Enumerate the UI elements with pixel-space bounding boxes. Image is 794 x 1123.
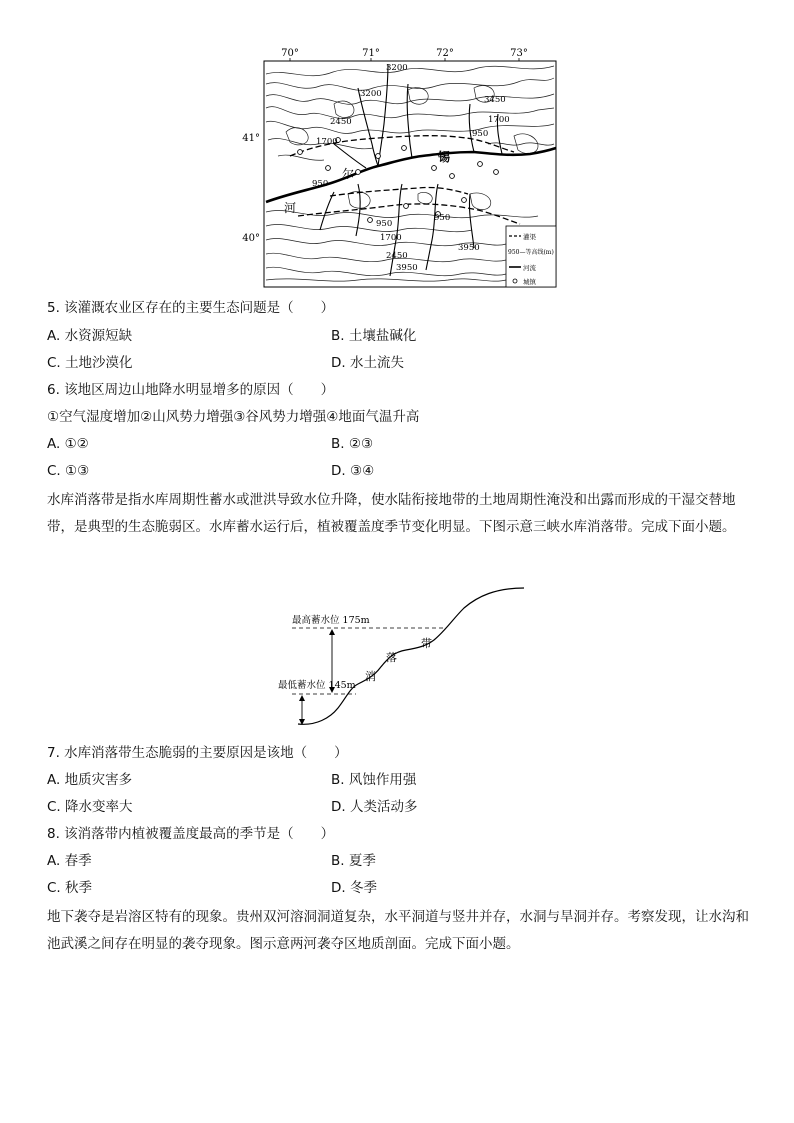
q8-stem: 8. 该消落带内植被覆盖度最高的季节是（ ）	[47, 826, 335, 842]
contour-label: 3950	[458, 243, 480, 253]
contour-label: 2450	[386, 251, 408, 261]
river-char: 尔	[342, 167, 355, 181]
river-char: 河	[284, 201, 297, 215]
zone-char: 带	[421, 637, 432, 650]
legend-irrigation: 灌渠	[523, 233, 536, 241]
q5-option-a[interactable]: A. 水资源短缺	[47, 328, 133, 344]
q6-option-d[interactable]: D. ③④	[331, 463, 375, 479]
contour-label: 2450	[330, 117, 352, 127]
lon-label: 70°	[281, 48, 299, 59]
contour-label: 1700	[316, 137, 338, 147]
contour-label: 1700	[380, 233, 402, 243]
q5-option-d[interactable]: D. 水土流失	[331, 355, 404, 371]
q7-option-a[interactable]: A. 地质灾害多	[47, 772, 133, 788]
q6-items: ①空气湿度增加②山风势力增强③谷风势力增强④地面气温升高	[47, 409, 420, 425]
contour-label: 3450	[484, 95, 506, 105]
q5-option-c[interactable]: C. 土地沙漠化	[47, 355, 133, 371]
map-legend	[506, 226, 556, 287]
q6-stem: 6. 该地区周边山地降水明显增多的原因（ ）	[47, 382, 335, 398]
lon-label: 72°	[436, 48, 454, 59]
contour-label: 3200	[386, 63, 408, 73]
contour-label: 950	[434, 213, 451, 223]
legend-river: 河流	[523, 264, 536, 272]
contour-label: 950	[472, 129, 489, 139]
q5-option-b[interactable]: B. 土壤盐碱化	[331, 328, 417, 344]
q6-option-b[interactable]: B. ②③	[331, 436, 374, 452]
q6-option-c[interactable]: C. ①③	[47, 463, 90, 479]
low-water-label: 最低蓄水位 145m	[278, 680, 356, 691]
q8-option-a[interactable]: A. 春季	[47, 853, 92, 869]
river-char: 锡	[438, 150, 451, 164]
legend-contour: 950—等高线(m)	[508, 249, 554, 256]
q8-option-b[interactable]: B. 夏季	[331, 853, 376, 869]
legend-town: 城镇	[523, 278, 536, 286]
q7-option-d[interactable]: D. 人类活动多	[331, 799, 418, 815]
contour-label: 950	[376, 219, 393, 229]
q5-stem: 5. 该灌溉农业区存在的主要生态问题是（ ）	[47, 300, 335, 316]
q7-option-c[interactable]: C. 降水变率大	[47, 799, 133, 815]
lon-label: 73°	[510, 48, 528, 59]
contour-label: 950	[312, 179, 329, 189]
lat-label: 41°	[242, 133, 260, 144]
zone-char: 消	[365, 670, 376, 683]
contour-label: 1700	[488, 115, 510, 125]
q8-option-d[interactable]: D. 冬季	[331, 880, 377, 896]
drawdown-zone-figure	[270, 584, 532, 732]
lat-label: 40°	[242, 233, 260, 244]
lon-label: 71°	[362, 48, 380, 59]
passage-karst-capture: 地下袭夺是岩溶区特有的现象。贵州双河溶洞洞道复杂，水平洞道与竖井并存，水洞与旱洞并存。考察发现，让水沟和池武溪之间存在明显的袭夺现象。图示意两河袭夺区地质剖面。完成下面小题。	[47, 909, 749, 952]
q7-stem: 7. 水库消落带生态脆弱的主要原因是该地（ ）	[47, 745, 348, 761]
high-water-label: 最高蓄水位 175m	[292, 615, 370, 626]
q6-option-a[interactable]: A. ①②	[47, 436, 89, 452]
topographic-map	[238, 44, 558, 290]
q7-option-b[interactable]: B. 风蚀作用强	[331, 772, 417, 788]
contour-label: 3950	[396, 263, 418, 273]
q8-option-c[interactable]: C. 秋季	[47, 880, 93, 896]
passage-drawdown-zone: 水库消落带是指水库周期性蓄水或泄洪导致水位升降，使水陆衔接地带的土地周期性淹没和出露而形成的干湿交替地带，是典型的生态脆弱区。水库蓄水运行后，植被覆盖度季节变化明显。下图示意三峡水库消落带。完成下面小题。	[47, 492, 736, 535]
zone-char: 落	[386, 651, 397, 664]
contour-label: 3200	[360, 89, 382, 99]
